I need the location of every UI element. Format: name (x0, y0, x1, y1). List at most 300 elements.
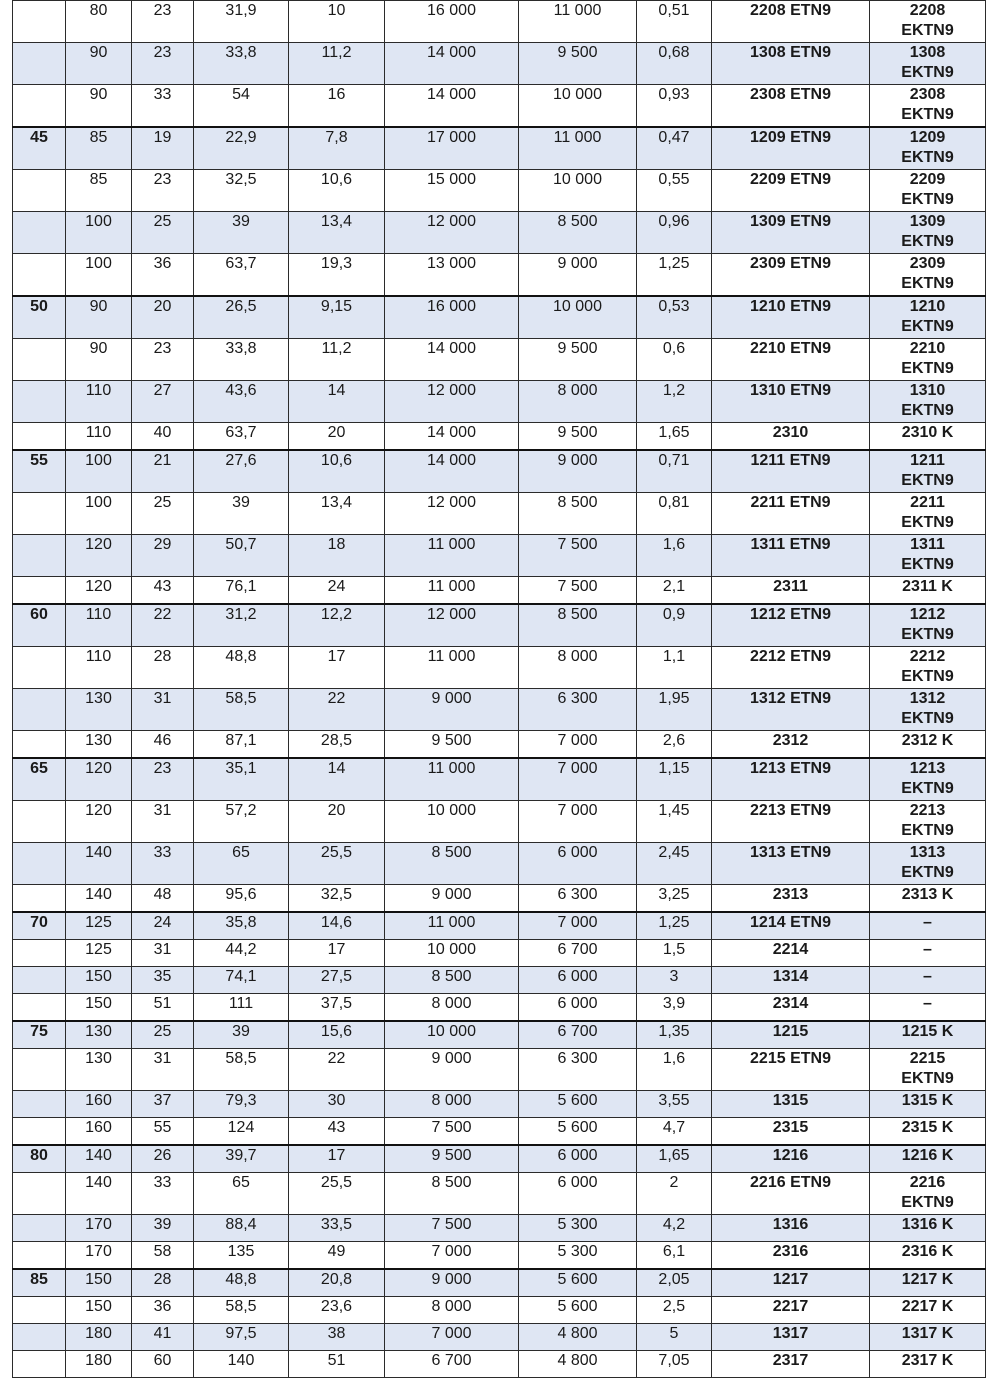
width-cell: 31 (132, 801, 194, 843)
dynamic-load-cell: 35,8 (194, 912, 289, 940)
limiting-speed-cell: 7 000 (519, 731, 637, 759)
reference-speed-cell: 9 000 (385, 885, 519, 913)
dynamic-load-cell: 63,7 (194, 423, 289, 451)
width-cell: 19 (132, 127, 194, 170)
tapered-bore-designation-cell: – (870, 912, 986, 940)
limiting-speed-cell: 8 000 (519, 381, 637, 423)
table-row (13, 127, 986, 170)
outer-diameter-cell: 130 (66, 1021, 132, 1049)
outer-diameter-cell: 180 (66, 1324, 132, 1351)
mass-cell: 0,68 (637, 43, 712, 85)
width-cell: 23 (132, 170, 194, 212)
limiting-speed-cell: 8 000 (519, 647, 637, 689)
static-load-cell: 10 (289, 1, 385, 43)
limiting-speed-cell: 5 300 (519, 1215, 637, 1242)
bore-diameter-cell (13, 535, 66, 577)
outer-diameter-cell: 150 (66, 1269, 132, 1297)
reference-speed-cell: 8 500 (385, 967, 519, 994)
width-cell: 37 (132, 1091, 194, 1118)
width-cell: 31 (132, 1049, 194, 1091)
dynamic-load-cell: 39 (194, 1021, 289, 1049)
outer-diameter-cell: 150 (66, 994, 132, 1022)
mass-cell: 1,25 (637, 254, 712, 297)
limiting-speed-cell: 6 000 (519, 994, 637, 1022)
outer-diameter-cell: 120 (66, 758, 132, 801)
outer-diameter-cell: 130 (66, 731, 132, 759)
dynamic-load-cell: 63,7 (194, 254, 289, 297)
limiting-speed-cell: 7 500 (519, 577, 637, 605)
dynamic-load-cell: 88,4 (194, 1215, 289, 1242)
reference-speed-cell: 7 500 (385, 1215, 519, 1242)
width-cell: 24 (132, 912, 194, 940)
outer-diameter-cell: 120 (66, 577, 132, 605)
tapered-bore-designation-cell: 2316 K (870, 1242, 986, 1270)
table-row (13, 940, 986, 967)
table-row (13, 1297, 986, 1324)
width-cell: 23 (132, 339, 194, 381)
reference-speed-cell: 9 000 (385, 1049, 519, 1091)
reference-speed-cell: 16 000 (385, 1, 519, 43)
tapered-bore-designation-cell: – (870, 940, 986, 967)
static-load-cell: 25,5 (289, 1173, 385, 1215)
bore-diameter-cell: 55 (13, 450, 66, 493)
dynamic-load-cell: 135 (194, 1242, 289, 1270)
tapered-bore-designation-cell: 2209 EKTN9 (870, 170, 986, 212)
static-load-cell: 20 (289, 423, 385, 451)
bore-diameter-cell (13, 1215, 66, 1242)
mass-cell: 2,05 (637, 1269, 712, 1297)
outer-diameter-cell: 100 (66, 212, 132, 254)
mass-cell: 3,55 (637, 1091, 712, 1118)
reference-speed-cell: 7 000 (385, 1242, 519, 1270)
outer-diameter-cell: 125 (66, 912, 132, 940)
reference-speed-cell: 9 500 (385, 1145, 519, 1173)
cylindrical-bore-designation-cell: 2309 ETN9 (712, 254, 870, 297)
reference-speed-cell: 12 000 (385, 493, 519, 535)
width-cell: 55 (132, 1118, 194, 1146)
outer-diameter-cell: 180 (66, 1351, 132, 1378)
limiting-speed-cell: 10 000 (519, 296, 637, 339)
dynamic-load-cell: 33,8 (194, 339, 289, 381)
mass-cell: 3,9 (637, 994, 712, 1022)
tapered-bore-designation-cell: 2217 K (870, 1297, 986, 1324)
reference-speed-cell: 11 000 (385, 912, 519, 940)
bore-diameter-cell (13, 577, 66, 605)
table-row (13, 967, 986, 994)
tapered-bore-designation-cell: 2312 K (870, 731, 986, 759)
bore-diameter-cell: 65 (13, 758, 66, 801)
mass-cell: 2,5 (637, 1297, 712, 1324)
bore-diameter-cell (13, 885, 66, 913)
limiting-speed-cell: 4 800 (519, 1351, 637, 1378)
bore-diameter-cell (13, 967, 66, 994)
reference-speed-cell: 7 000 (385, 1324, 519, 1351)
outer-diameter-cell: 100 (66, 254, 132, 297)
tapered-bore-designation-cell: 1216 K (870, 1145, 986, 1173)
table-row (13, 1118, 986, 1146)
table-row (13, 1021, 986, 1049)
limiting-speed-cell: 7 000 (519, 758, 637, 801)
table-row (13, 254, 986, 297)
dynamic-load-cell: 32,5 (194, 170, 289, 212)
bearing-data-table (12, 0, 986, 1378)
bore-diameter-cell: 70 (13, 912, 66, 940)
table-row (13, 1351, 986, 1378)
cylindrical-bore-designation-cell: 2316 (712, 1242, 870, 1270)
cylindrical-bore-designation-cell: 2212 ETN9 (712, 647, 870, 689)
tapered-bore-designation-cell: 2317 K (870, 1351, 986, 1378)
mass-cell: 2,6 (637, 731, 712, 759)
static-load-cell: 11,2 (289, 43, 385, 85)
width-cell: 20 (132, 296, 194, 339)
reference-speed-cell: 16 000 (385, 296, 519, 339)
limiting-speed-cell: 9 500 (519, 43, 637, 85)
dynamic-load-cell: 95,6 (194, 885, 289, 913)
tapered-bore-designation-cell: 1209 EKTN9 (870, 127, 986, 170)
bore-diameter-cell (13, 843, 66, 885)
mass-cell: 0,81 (637, 493, 712, 535)
dynamic-load-cell: 65 (194, 1173, 289, 1215)
reference-speed-cell: 8 000 (385, 1091, 519, 1118)
reference-speed-cell: 13 000 (385, 254, 519, 297)
limiting-speed-cell: 6 000 (519, 1173, 637, 1215)
width-cell: 22 (132, 604, 194, 647)
bore-diameter-cell (13, 1242, 66, 1270)
limiting-speed-cell: 6 000 (519, 967, 637, 994)
tapered-bore-designation-cell: 2208 EKTN9 (870, 1, 986, 43)
static-load-cell: 11,2 (289, 339, 385, 381)
limiting-speed-cell: 10 000 (519, 85, 637, 128)
cylindrical-bore-designation-cell: 2208 ETN9 (712, 1, 870, 43)
static-load-cell: 22 (289, 1049, 385, 1091)
static-load-cell: 7,8 (289, 127, 385, 170)
limiting-speed-cell: 6 700 (519, 1021, 637, 1049)
reference-speed-cell: 14 000 (385, 85, 519, 128)
outer-diameter-cell: 85 (66, 127, 132, 170)
width-cell: 48 (132, 885, 194, 913)
width-cell: 39 (132, 1215, 194, 1242)
cylindrical-bore-designation-cell: 2310 (712, 423, 870, 451)
table-row (13, 1324, 986, 1351)
outer-diameter-cell: 110 (66, 423, 132, 451)
reference-speed-cell: 11 000 (385, 577, 519, 605)
width-cell: 25 (132, 212, 194, 254)
cylindrical-bore-designation-cell: 1212 ETN9 (712, 604, 870, 647)
dynamic-load-cell: 74,1 (194, 967, 289, 994)
outer-diameter-cell: 130 (66, 1049, 132, 1091)
dynamic-load-cell: 44,2 (194, 940, 289, 967)
bore-diameter-cell (13, 1173, 66, 1215)
mass-cell: 0,51 (637, 1, 712, 43)
outer-diameter-cell: 140 (66, 1145, 132, 1173)
limiting-speed-cell: 5 600 (519, 1091, 637, 1118)
limiting-speed-cell: 9 000 (519, 254, 637, 297)
dynamic-load-cell: 39 (194, 493, 289, 535)
static-load-cell: 14,6 (289, 912, 385, 940)
table-row (13, 212, 986, 254)
mass-cell: 0,96 (637, 212, 712, 254)
static-load-cell: 15,6 (289, 1021, 385, 1049)
outer-diameter-cell: 100 (66, 493, 132, 535)
cylindrical-bore-designation-cell: 2215 ETN9 (712, 1049, 870, 1091)
reference-speed-cell: 12 000 (385, 381, 519, 423)
table-row (13, 296, 986, 339)
limiting-speed-cell: 7 000 (519, 801, 637, 843)
limiting-speed-cell: 7 500 (519, 535, 637, 577)
mass-cell: 5 (637, 1324, 712, 1351)
bore-diameter-cell (13, 1351, 66, 1378)
static-load-cell: 43 (289, 1118, 385, 1146)
width-cell: 31 (132, 940, 194, 967)
reference-speed-cell: 11 000 (385, 535, 519, 577)
dynamic-load-cell: 26,5 (194, 296, 289, 339)
static-load-cell: 23,6 (289, 1297, 385, 1324)
reference-speed-cell: 14 000 (385, 43, 519, 85)
width-cell: 46 (132, 731, 194, 759)
limiting-speed-cell: 6 300 (519, 1049, 637, 1091)
dynamic-load-cell: 58,5 (194, 1049, 289, 1091)
reference-speed-cell: 11 000 (385, 758, 519, 801)
width-cell: 35 (132, 967, 194, 994)
cylindrical-bore-designation-cell: 1215 (712, 1021, 870, 1049)
static-load-cell: 19,3 (289, 254, 385, 297)
limiting-speed-cell: 6 300 (519, 689, 637, 731)
width-cell: 36 (132, 254, 194, 297)
mass-cell: 0,93 (637, 85, 712, 128)
tapered-bore-designation-cell: 1309 EKTN9 (870, 212, 986, 254)
dynamic-load-cell: 87,1 (194, 731, 289, 759)
cylindrical-bore-designation-cell: 2213 ETN9 (712, 801, 870, 843)
static-load-cell: 10,6 (289, 450, 385, 493)
outer-diameter-cell: 150 (66, 967, 132, 994)
width-cell: 33 (132, 1173, 194, 1215)
reference-speed-cell: 6 700 (385, 1351, 519, 1378)
static-load-cell: 18 (289, 535, 385, 577)
tapered-bore-designation-cell: 2308 EKTN9 (870, 85, 986, 128)
cylindrical-bore-designation-cell: 1308 ETN9 (712, 43, 870, 85)
cylindrical-bore-designation-cell: 2317 (712, 1351, 870, 1378)
cylindrical-bore-designation-cell: 1312 ETN9 (712, 689, 870, 731)
bore-diameter-cell (13, 940, 66, 967)
reference-speed-cell: 14 000 (385, 339, 519, 381)
mass-cell: 0,9 (637, 604, 712, 647)
mass-cell: 4,7 (637, 1118, 712, 1146)
width-cell: 28 (132, 647, 194, 689)
static-load-cell: 10,6 (289, 170, 385, 212)
bore-diameter-cell (13, 254, 66, 297)
limiting-speed-cell: 6 000 (519, 843, 637, 885)
cylindrical-bore-designation-cell: 1216 (712, 1145, 870, 1173)
dynamic-load-cell: 31,2 (194, 604, 289, 647)
static-load-cell: 20,8 (289, 1269, 385, 1297)
outer-diameter-cell: 90 (66, 43, 132, 85)
bore-diameter-cell (13, 731, 66, 759)
cylindrical-bore-designation-cell: 2314 (712, 994, 870, 1022)
table-row (13, 689, 986, 731)
tapered-bore-designation-cell: 2309 EKTN9 (870, 254, 986, 297)
bore-diameter-cell: 75 (13, 1021, 66, 1049)
static-load-cell: 16 (289, 85, 385, 128)
width-cell: 25 (132, 493, 194, 535)
static-load-cell: 49 (289, 1242, 385, 1270)
outer-diameter-cell: 140 (66, 843, 132, 885)
bore-diameter-cell (13, 339, 66, 381)
outer-diameter-cell: 110 (66, 647, 132, 689)
tapered-bore-designation-cell: 1313 EKTN9 (870, 843, 986, 885)
table-row (13, 1242, 986, 1270)
width-cell: 51 (132, 994, 194, 1022)
mass-cell: 1,15 (637, 758, 712, 801)
cylindrical-bore-designation-cell: 1314 (712, 967, 870, 994)
width-cell: 58 (132, 1242, 194, 1270)
table-row (13, 758, 986, 801)
width-cell: 26 (132, 1145, 194, 1173)
bore-diameter-cell: 85 (13, 1269, 66, 1297)
width-cell: 60 (132, 1351, 194, 1378)
cylindrical-bore-designation-cell: 2211 ETN9 (712, 493, 870, 535)
tapered-bore-designation-cell: 1308 EKTN9 (870, 43, 986, 85)
static-load-cell: 30 (289, 1091, 385, 1118)
reference-speed-cell: 10 000 (385, 1021, 519, 1049)
tapered-bore-designation-cell: 2210 EKTN9 (870, 339, 986, 381)
tapered-bore-designation-cell: 1217 K (870, 1269, 986, 1297)
limiting-speed-cell: 5 600 (519, 1269, 637, 1297)
mass-cell: 1,6 (637, 1049, 712, 1091)
table-row (13, 170, 986, 212)
tapered-bore-designation-cell: 1215 K (870, 1021, 986, 1049)
static-load-cell: 13,4 (289, 212, 385, 254)
bore-diameter-cell (13, 381, 66, 423)
mass-cell: 2 (637, 1173, 712, 1215)
outer-diameter-cell: 90 (66, 296, 132, 339)
table-row (13, 450, 986, 493)
cylindrical-bore-designation-cell: 1317 (712, 1324, 870, 1351)
mass-cell: 1,65 (637, 1145, 712, 1173)
dynamic-load-cell: 58,5 (194, 1297, 289, 1324)
table-row (13, 912, 986, 940)
tapered-bore-designation-cell: 1211 EKTN9 (870, 450, 986, 493)
bore-diameter-cell (13, 689, 66, 731)
limiting-speed-cell: 9 500 (519, 339, 637, 381)
bore-diameter-cell (13, 1091, 66, 1118)
outer-diameter-cell: 130 (66, 689, 132, 731)
width-cell: 33 (132, 843, 194, 885)
limiting-speed-cell: 6 700 (519, 940, 637, 967)
dynamic-load-cell: 39 (194, 212, 289, 254)
table-row (13, 604, 986, 647)
outer-diameter-cell: 170 (66, 1215, 132, 1242)
reference-speed-cell: 8 500 (385, 843, 519, 885)
limiting-speed-cell: 6 000 (519, 1145, 637, 1173)
reference-speed-cell: 12 000 (385, 212, 519, 254)
limiting-speed-cell: 5 300 (519, 1242, 637, 1270)
static-load-cell: 12,2 (289, 604, 385, 647)
mass-cell: 1,65 (637, 423, 712, 451)
limiting-speed-cell: 9 000 (519, 450, 637, 493)
tapered-bore-designation-cell: – (870, 967, 986, 994)
outer-diameter-cell: 140 (66, 885, 132, 913)
tapered-bore-designation-cell: 2311 K (870, 577, 986, 605)
tapered-bore-designation-cell: 2313 K (870, 885, 986, 913)
mass-cell: 0,47 (637, 127, 712, 170)
cylindrical-bore-designation-cell: 2311 (712, 577, 870, 605)
bore-diameter-cell (13, 1324, 66, 1351)
dynamic-load-cell: 33,8 (194, 43, 289, 85)
tapered-bore-designation-cell: 1312 EKTN9 (870, 689, 986, 731)
bore-diameter-cell (13, 85, 66, 128)
table-row (13, 381, 986, 423)
tapered-bore-designation-cell: 2212 EKTN9 (870, 647, 986, 689)
limiting-speed-cell: 11 000 (519, 127, 637, 170)
width-cell: 21 (132, 450, 194, 493)
bore-diameter-cell (13, 647, 66, 689)
reference-speed-cell: 8 000 (385, 994, 519, 1022)
reference-speed-cell: 10 000 (385, 801, 519, 843)
bore-diameter-cell (13, 801, 66, 843)
table-row (13, 1215, 986, 1242)
cylindrical-bore-designation-cell: 2315 (712, 1118, 870, 1146)
static-load-cell: 20 (289, 801, 385, 843)
mass-cell: 3,25 (637, 885, 712, 913)
tapered-bore-designation-cell: 2213 EKTN9 (870, 801, 986, 843)
static-load-cell: 17 (289, 647, 385, 689)
bore-diameter-cell (13, 1118, 66, 1146)
mass-cell: 1,35 (637, 1021, 712, 1049)
table-row (13, 43, 986, 85)
mass-cell: 0,55 (637, 170, 712, 212)
bore-diameter-cell (13, 212, 66, 254)
static-load-cell: 33,5 (289, 1215, 385, 1242)
limiting-speed-cell: 8 500 (519, 604, 637, 647)
bore-diameter-cell (13, 170, 66, 212)
cylindrical-bore-designation-cell: 1313 ETN9 (712, 843, 870, 885)
mass-cell: 2,1 (637, 577, 712, 605)
bore-diameter-cell (13, 43, 66, 85)
width-cell: 29 (132, 535, 194, 577)
bore-diameter-cell (13, 1297, 66, 1324)
width-cell: 33 (132, 85, 194, 128)
static-load-cell: 24 (289, 577, 385, 605)
tapered-bore-designation-cell: 1212 EKTN9 (870, 604, 986, 647)
dynamic-load-cell: 124 (194, 1118, 289, 1146)
mass-cell: 1,95 (637, 689, 712, 731)
reference-speed-cell: 11 000 (385, 647, 519, 689)
width-cell: 31 (132, 689, 194, 731)
mass-cell: 1,1 (637, 647, 712, 689)
outer-diameter-cell: 140 (66, 1173, 132, 1215)
mass-cell: 3 (637, 967, 712, 994)
reference-speed-cell: 9 000 (385, 1269, 519, 1297)
bore-diameter-cell (13, 423, 66, 451)
tapered-bore-designation-cell: 2310 K (870, 423, 986, 451)
dynamic-load-cell: 35,1 (194, 758, 289, 801)
static-load-cell: 17 (289, 940, 385, 967)
cylindrical-bore-designation-cell: 1217 (712, 1269, 870, 1297)
table-row (13, 1049, 986, 1091)
static-load-cell: 22 (289, 689, 385, 731)
reference-speed-cell: 7 500 (385, 1118, 519, 1146)
reference-speed-cell: 8 500 (385, 1173, 519, 1215)
tapered-bore-designation-cell: 1316 K (870, 1215, 986, 1242)
width-cell: 23 (132, 758, 194, 801)
dynamic-load-cell: 48,8 (194, 1269, 289, 1297)
mass-cell: 6,1 (637, 1242, 712, 1270)
limiting-speed-cell: 4 800 (519, 1324, 637, 1351)
reference-speed-cell: 17 000 (385, 127, 519, 170)
outer-diameter-cell: 170 (66, 1242, 132, 1270)
dynamic-load-cell: 111 (194, 994, 289, 1022)
static-load-cell: 32,5 (289, 885, 385, 913)
